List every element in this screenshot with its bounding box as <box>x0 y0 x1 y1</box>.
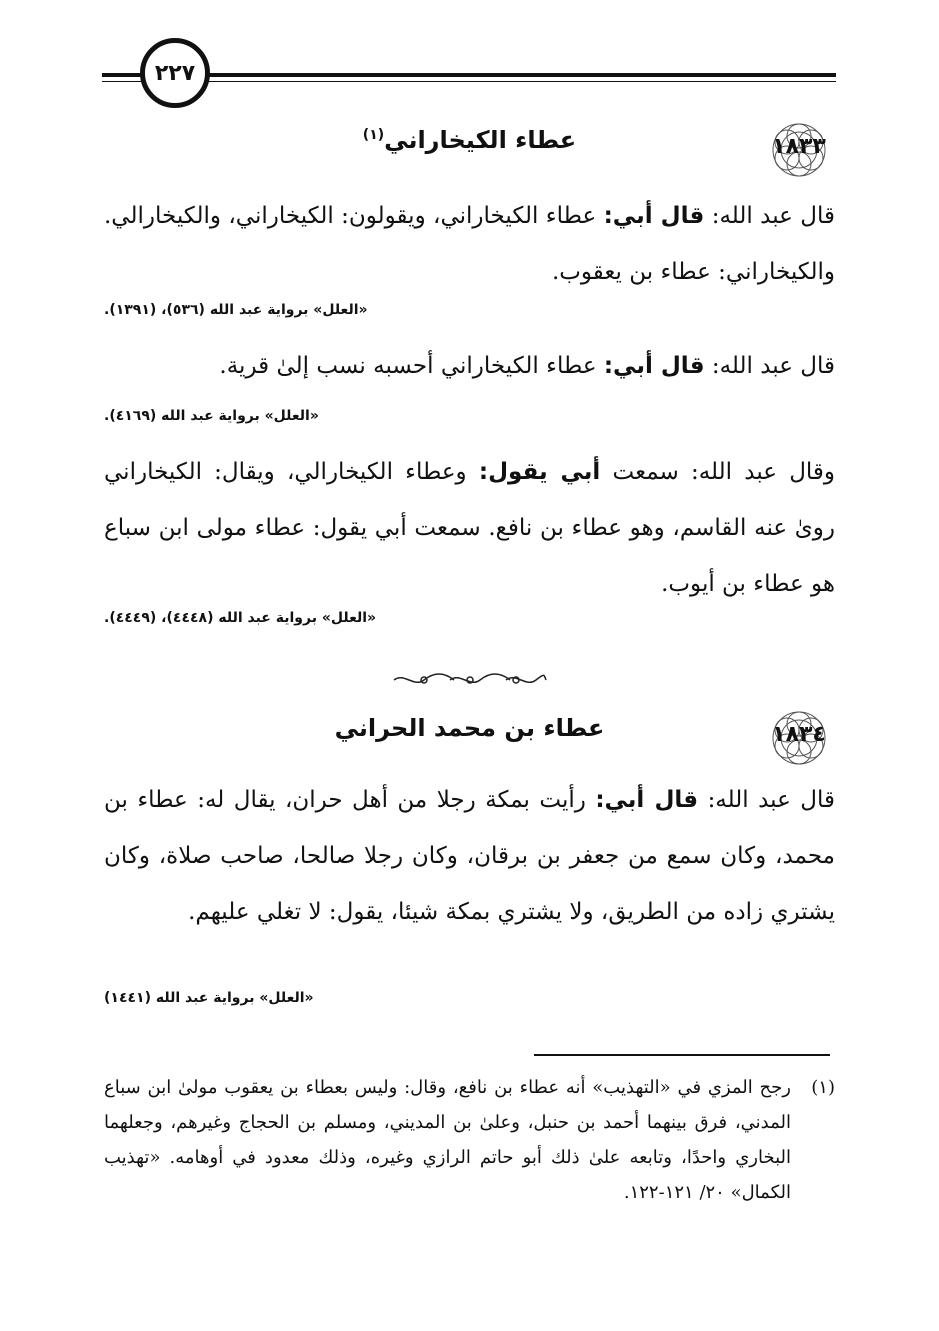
source-citation <box>104 990 835 1006</box>
page-header <box>102 38 836 110</box>
source-citation-text: «العلل» برواية عبد الله (١٤٤١) <box>104 990 314 1006</box>
source-citation-text: «العلل» برواية عبد الله (٤٤٤٨)، (٤٤٤٩). <box>104 610 377 626</box>
narration-text: عطاء الكيخاراني، ويقولون: الكيخاراني، والكيخارالي. والكيخاراني: عطاء بن يعقوب. <box>104 203 835 285</box>
narration-prefix: وقال عبد الله: سمعت <box>612 459 836 485</box>
entry-heading-1834 <box>104 708 835 768</box>
entry-title-text: عطاء الكيخاراني <box>384 126 577 154</box>
narration-text: عطاء الكيخاراني أحسبه نسب إلىٰ قرية. <box>219 353 597 379</box>
narration-paragraph <box>104 338 835 394</box>
source-citation <box>104 302 835 318</box>
source-citation-text: «العلل» برواية عبد الله (٥٣٦)، (١٣٩١). <box>104 302 368 318</box>
header-rule <box>102 73 836 77</box>
ornament-divider-icon <box>390 670 550 690</box>
entry-title <box>104 126 835 154</box>
footnote-reference[interactable]: (١) <box>362 127 385 143</box>
narration-bold: قال أبي: <box>595 787 699 813</box>
page-number-text: ٢٢٧ <box>154 60 196 86</box>
narration-paragraph <box>104 772 835 940</box>
footnote-marker: (١) <box>811 1077 835 1098</box>
header-rule-thin <box>102 81 836 82</box>
narration-paragraph <box>104 188 835 300</box>
narration-text: رأيت بمكة رجلا من أهل حران، يقال له: عطاء بن محمد، وكان سمع من جعفر بن برقان، وكان رجلا صالحا، صاحب صلاة، وكان يشتري زاده من الطريق، ولا يشتري بمكة شيئا، يقول: لا تغلي عليهم. <box>104 787 835 925</box>
footnote-separator <box>534 1054 830 1056</box>
narration-prefix: قال عبد الله: <box>711 203 835 229</box>
narration-bold: قال أبي: <box>603 353 705 379</box>
narration-bold: أبي يقول: <box>478 459 601 485</box>
entry-title-text: عطاء بن محمد الحراني <box>334 714 605 742</box>
narration-bold: قال أبي: <box>603 203 705 229</box>
footnote-text: رجح المزي في «التهذيب» أنه عطاء بن نافع، وقال: وليس بعطاء بن يعقوب مولىٰ ابن سباع المدني، فرق بينهما أحمد بن حنبل، وعلىٰ بن المديني، ومسلم بن الحجاج وغيرهم، وجعلهما البخاري واحدًا، وتابعه علىٰ ذلك أبو حاتم الرازي وغيره، وذلك معدود في أوهامه. «تهذيب الكمال» ٢٠/ ١٢١-١٢٢. <box>104 1077 791 1203</box>
narration-prefix: قال عبد الله: <box>707 787 836 813</box>
entry-number: ١٨٣٣ <box>772 134 826 159</box>
narration-prefix: قال عبد الله: <box>711 353 835 379</box>
entry-title <box>104 714 835 742</box>
narration-text: وعطاء الكيخارالي، ويقال: الكيخاراني روىٰ عنه القاسم، وهو عطاء بن نافع. سمعت أبي يقول: عطاء مولى ابن سباع هو عطاء بن أيوب. <box>104 459 835 597</box>
source-citation <box>104 610 835 626</box>
narration-paragraph <box>104 444 835 612</box>
source-citation-text: «العلل» برواية عبد الله (٤١٦٩). <box>104 408 319 424</box>
page-number <box>140 38 210 108</box>
source-citation <box>104 408 835 424</box>
entry-heading-1833 <box>104 120 835 180</box>
entry-number: ١٨٣٤ <box>772 722 826 747</box>
